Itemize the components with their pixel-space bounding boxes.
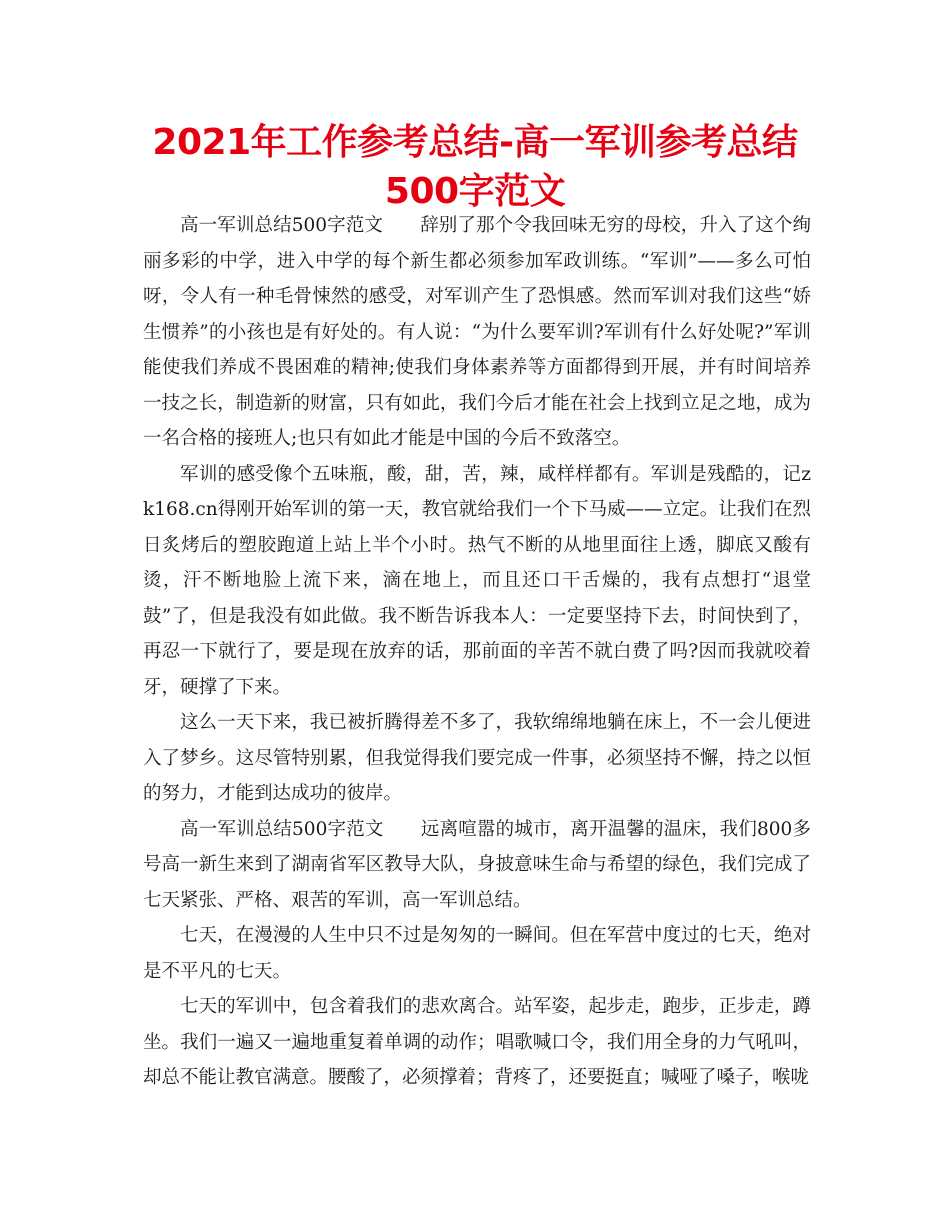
document-body bbox=[143, 208, 811, 1096]
document-title: 2021年工作参考总结-高一军训参考总结500字范文 bbox=[152, 122, 798, 212]
paragraph: 这么一天下来，我已被折腾得差不多了，我软绵绵地躺在床上，不一会儿便进入了梦乡。这尽管特别累，但我觉得我们要完成一件事，必须坚持不懈，持之以恒的努力，才能到达成功的彼岸。 bbox=[143, 712, 811, 804]
paragraph: 高一军训总结500字范文 辞别了那个令我回味无穷的母校，升入了这个绚丽多彩的中学，进入中学的每个新生都必须参加军政训练。“军训”——多么可怕呀，令人有一种毛骨悚然的感受，对军训产生了恐惧感。然而军训对我们这些“娇生惯养”的小孩也是有好处的。有人说：“为什么要军训?军训有什么好处呢?”军训能使我们养成不畏困难的精神;使我们身体素养等方面都得到开展，并有时间培养一技之长，制造新的财富，只有如此，我们今后才能在社会上找到立足之地，成为一名合格的接班人;也只有如此才能是中国的今后不致落空。 bbox=[143, 215, 811, 449]
paragraph: 军训的感受像个五味瓶，酸，甜，苦，辣，咸样样都有。军训是残酷的，记zk168.cn得刚开始军训的第一天，教官就给我们一个下马威——立定。让我们在烈日炙烤后的塑胶跑道上站上半个小时。热气不断的从地里面往上透，脚底又酸有烫，汗不断地脸上流下来，滴在地上，而且还口干舌燥的，我有点想打“退堂鼓”了，但是我没有如此做。我不断告诉我本人：一定要坚持下去，时间快到了，再忍一下就行了，要是现在放弃的话，那前面的辛苦不就白费了吗?因而我就咬着牙，硬撑了下来。 bbox=[143, 463, 811, 698]
paragraph: 七天，在漫漫的人生中只不过是匆匆的一瞬间。但在军营中度过的七天，绝对是不平凡的七天。 bbox=[143, 925, 811, 982]
paragraph: 七天的军训中，包含着我们的悲欢离合。站军姿，起步走，跑步，正步走，蹲坐。我们一遍又一遍地重复着单调的动作；唱歌喊口令，我们用全身的力气吼叫，却总不能让教官满意。腰酸了，必须撑着；背疼了，还要挺直；喊哑了嗓子，喉咙 bbox=[143, 996, 811, 1088]
paragraph: 高一军训总结500字范文 远离喧嚣的城市，离开温馨的温床，我们800多号高一新生来到了湖南省军区教导大队，身披意味生命与希望的绿色，我们完成了七天紧张、严格、艰苦的军训，高一军训总结。 bbox=[143, 818, 811, 911]
